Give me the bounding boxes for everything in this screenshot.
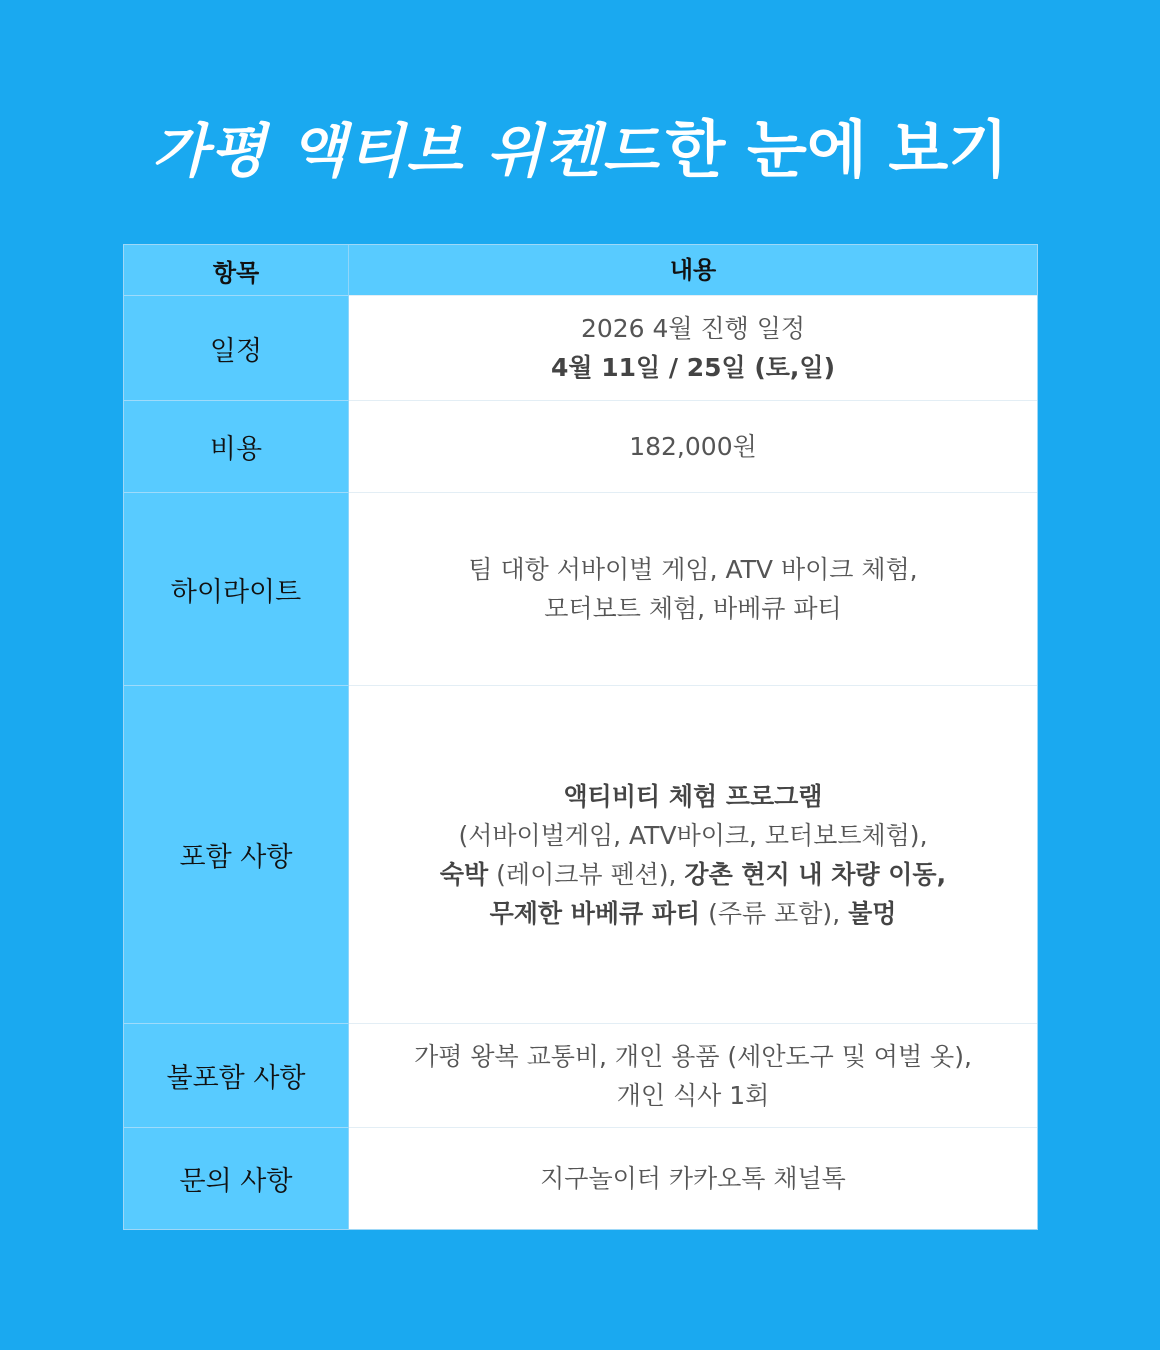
inquiry-value: 지구놀이터 카카오톡 채널톡 (540, 1164, 846, 1193)
table-row-inquiry (124, 1127, 1037, 1229)
content-inquiry (349, 1128, 1037, 1229)
excluded-line-1: 가평 왕복 교통비, 개인 용품 (세안도구 및 여벌 옷), (414, 1041, 972, 1071)
schedule-line-1: 2026 4월 진행 일정 (580, 314, 806, 343)
label-cost: 비용 (124, 400, 349, 492)
header-item: 항목 (124, 245, 349, 295)
page-title (0, 100, 1160, 189)
content-highlight (349, 493, 1037, 685)
label-schedule: 일정 (124, 295, 349, 400)
included-lodging: 숙박 (439, 859, 489, 889)
schedule-line-2: 4월 11일 / 25일 (토,일) (550, 353, 836, 382)
content-included (349, 686, 1037, 1023)
included-line-3 (440, 855, 946, 894)
label-inquiry: 문의 사항 (124, 1127, 349, 1229)
table-row-included (124, 685, 1037, 1023)
included-line-4 (490, 894, 897, 933)
title-plain-text: 한 눈에 보기 (665, 113, 1009, 186)
label-highlight: 하이라이트 (124, 492, 349, 685)
content-cost (349, 401, 1037, 492)
header-content: 내용 (349, 245, 1037, 295)
included-bbq: 무제한 바베큐 파티 (489, 898, 701, 928)
content-schedule (349, 296, 1037, 400)
cost-value: 182,000원 (629, 432, 757, 461)
included-lodging-detail: (레이크뷰 펜션), (488, 859, 685, 889)
included-bbq-detail: (주류 포함), (700, 898, 849, 928)
included-transport: 강촌 현지 내 차량 이동, (684, 859, 947, 889)
label-included: 포함 사항 (124, 685, 349, 1023)
label-excluded: 불포함 사항 (124, 1023, 349, 1127)
table-row-cost (124, 400, 1037, 492)
content-excluded (349, 1024, 1037, 1127)
info-table (123, 244, 1038, 1230)
included-fire: 불멍 (848, 898, 897, 928)
included-line-2: (서바이벌게임, ATV바이크, 모터보트체험), (458, 820, 928, 850)
title-script-text: 가평 액티브 위켄드 (151, 117, 661, 185)
table-header-row (124, 245, 1037, 295)
table-row-highlight (124, 492, 1037, 685)
table-row-schedule (124, 295, 1037, 400)
table-row-excluded (124, 1023, 1037, 1127)
excluded-line-2: 개인 식사 1회 (616, 1080, 770, 1110)
included-line-1: 액티비티 체험 프로그램 (563, 781, 823, 811)
highlight-line-1: 팀 대항 서바이벌 게임, ATV 바이크 체험, (468, 555, 918, 584)
highlight-line-2: 모터보트 체험, 바베큐 파티 (544, 594, 842, 623)
